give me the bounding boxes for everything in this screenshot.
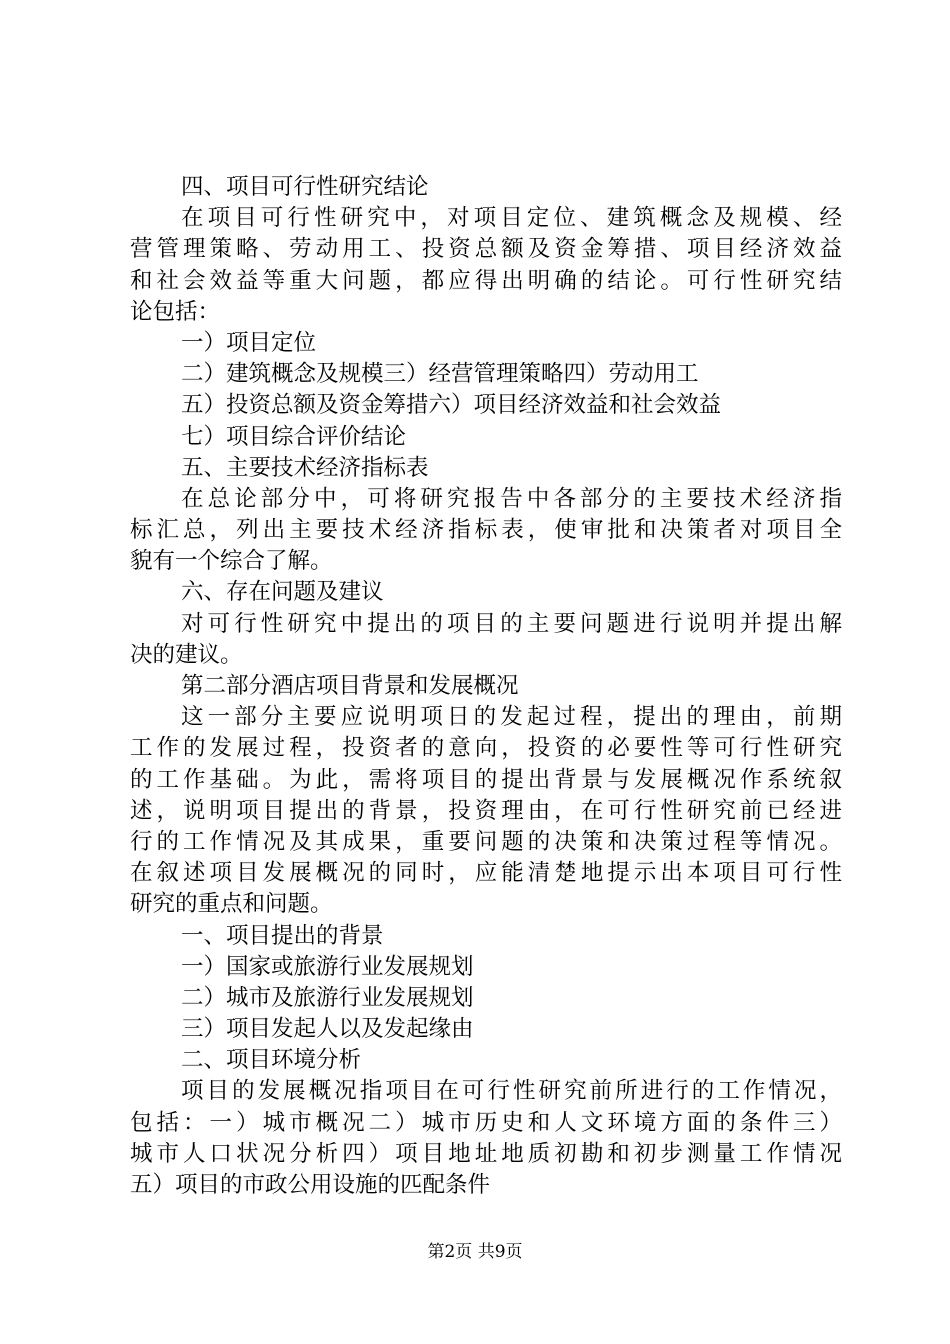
text-line: 标汇总，列出主要技术经济指标表，使审批和决策者对项目全 [130,517,842,544]
text-line: 营管理策略、劳动用工、投资总额及资金筹措、项目经济效益 [130,236,842,263]
text-line: 一）国家或旅游行业发展规划 [181,953,474,980]
text-line: 二）建筑概念及规模三）经营管理策略四）劳动用工 [181,361,699,388]
text-line: 论包括： [130,298,221,325]
text-line: 五）投资总额及资金筹措六）项目经济效益和社会效益 [181,392,722,419]
page-footer [0,1240,950,1264]
text-line: 五、主要技术经济指标表 [181,454,429,481]
text-line: 行的工作情况及其成果，重要问题的决策和决策过程等情况。 [130,828,842,855]
document-body [130,172,842,1201]
text-line: 述，说明项目提出的背景，投资理由，在可行性研究前已经进 [130,797,842,824]
text-line: 项目的发展概况指项目在可行性研究前所进行的工作情况， [181,1078,842,1105]
text-line: 工作的发展过程，投资者的意向，投资的必要性等可行性研究 [130,735,842,762]
text-line: 和社会效益等重大问题，都应得出明确的结论。可行性研究结 [130,267,842,294]
text-line: 二）城市及旅游行业发展规划 [181,984,474,1011]
text-line: 决的建议。 [130,641,243,668]
text-line: 对可行性研究中提出的项目的主要问题进行说明并提出解 [181,610,842,637]
text-line: 貌有一个综合了解。 [130,548,333,575]
text-line: 七）项目综合评价结论 [181,423,407,450]
text-line: 五）项目的市政公用设施的匹配条件 [130,1172,491,1198]
text-line: 包括：一）城市概况二）城市历史和人文环境方面的条件三） [130,1109,842,1136]
text-line: 这一部分主要应说明项日的发起过程，提出的理由，前期 [181,704,842,731]
text-line: 第二部分酒店项目背景和发展概况 [181,673,519,699]
text-line: 六、存在问题及建议 [181,579,384,606]
text-line: 二、项目环境分析 [181,1047,362,1074]
text-line: 一）项目定位 [181,329,317,356]
text-line: 城市人口状况分析四）项目地址地质初勘和初步测量工作情况 [130,1140,842,1167]
text-line: 四、项目可行性研究结论 [181,174,429,200]
text-line: 的工作基础。为此，需将项目的提出背景与发展概况作系统叙 [130,766,842,793]
text-line: 研究的重点和问题。 [130,891,333,918]
page-number-label: 第2页 共9页 [427,1242,523,1262]
text-line: 在项目可行性研究中，对项目定位、建筑概念及规模、经 [181,205,842,232]
text-line: 在叙述项目发展概况的同时，应能清楚地提示出本项目可行性 [130,860,842,887]
text-line: 在总论部分中，可将研究报告中各部分的主要技术经济指 [181,485,842,512]
text-line: 三）项目发起人以及发起缘由 [181,1016,474,1043]
text-line: 一、项目提出的背景 [181,922,384,949]
